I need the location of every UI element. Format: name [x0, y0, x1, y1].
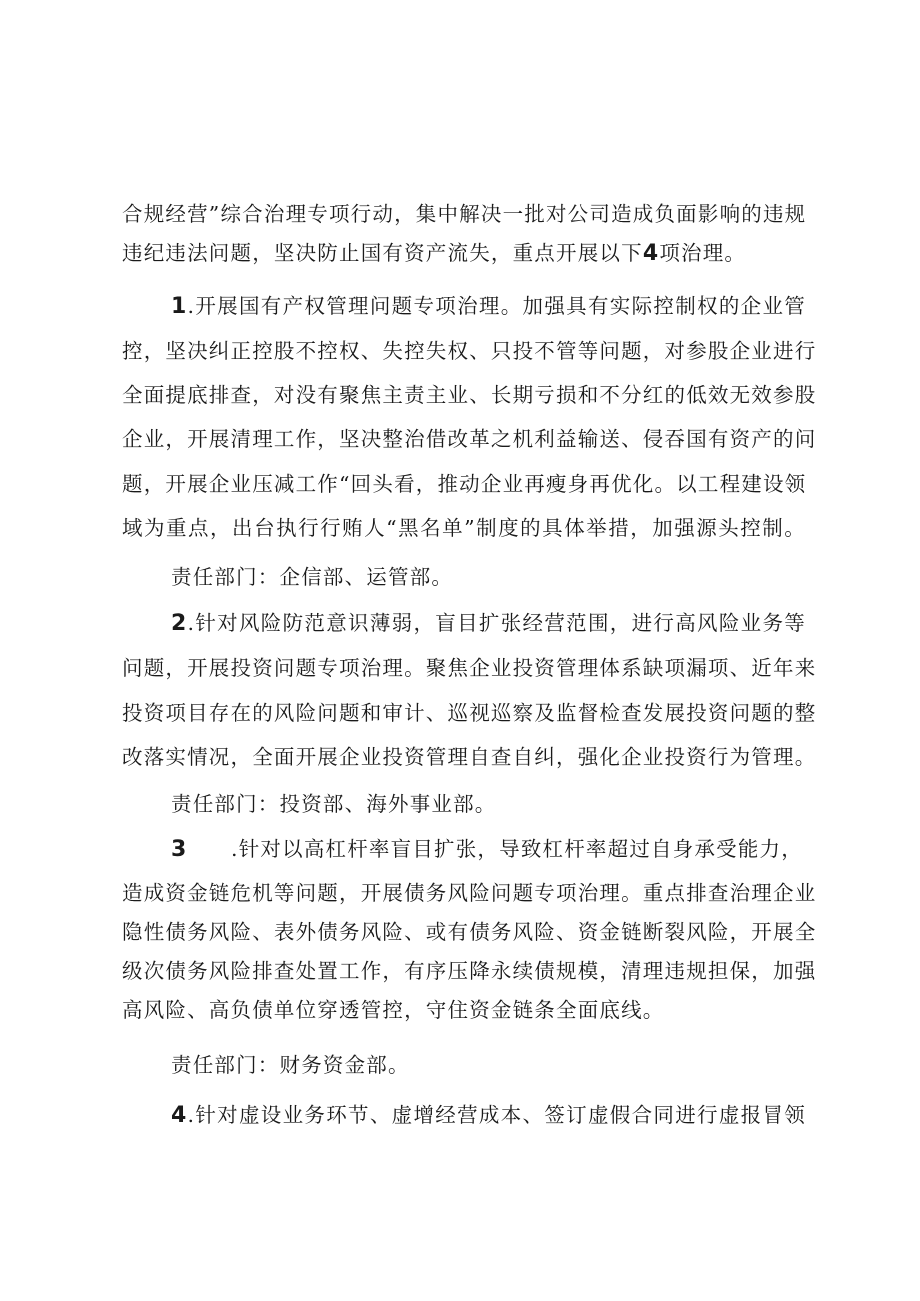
item2-line-4: 改落实情况，全面开展企业投资管理自查自纠，强化企业投资行为管理。: [122, 745, 817, 769]
item3-number: 3: [171, 837, 188, 862]
item2-line-2: 问题，开展投资问题专项治理。聚焦企业投资管理体系缺项漏项、近年来: [122, 656, 817, 680]
item1-line-3: 全面提底排查，对没有聚焦主责主业、长期亏损和不分红的低效无效参股: [122, 383, 817, 407]
item4-heading: [171, 1101, 806, 1130]
intro-line-2: [122, 239, 746, 268]
item3-first-line: .针对以高杠杆率盲目扩张，导致杠杆率超过自身承受能力，: [231, 837, 803, 861]
item1-first-line: .开展国有产权管理问题专项治理。加强具有实际控制权的企业管: [187, 294, 806, 318]
item3-line-3: 隐性债务风险、表外债务风险、或有债务风险、资金链断裂风险，开展全: [122, 920, 817, 944]
intro-text: 违纪违法问题，坚决防止国有资产流失，重点开展以下: [122, 241, 643, 265]
item-count: 4: [642, 241, 660, 266]
item3-heading: [171, 835, 803, 864]
item2-responsible: 责任部门：投资部、海外事业部。: [171, 792, 497, 816]
item2-line-3: 投资项目存在的风险问题和审计、巡视巡察及监督检查发展投资问题的整: [122, 701, 817, 725]
item3-line-4: 级次债务风险排查处置工作，有序压降永续债规模，清理违规担保，加强: [122, 959, 817, 983]
intro-text-end: 项治理。: [659, 241, 747, 265]
intro-line-1: 合规经营”综合治理专项行动，集中解决一批对公司造成负面影响的违规: [122, 202, 807, 226]
item2-number: 2: [171, 611, 188, 636]
item3-line-2: 造成资金链危机等问题，开展债务风险问题专项治理。重点排查治理企业: [122, 881, 817, 905]
item4-number: 4: [171, 1103, 188, 1128]
item1-line-5: 题，开展企业压减工作“回头看，推动企业再瘦身再优化。以工程建设领: [122, 472, 807, 496]
item3-responsible: 责任部门：财务资金部。: [171, 1053, 410, 1077]
item1-number: 1: [171, 294, 188, 319]
item1-heading: [171, 292, 806, 321]
item3-line-5: 高风险、高负债单位穿透管控，守住资金链条全面底线。: [122, 998, 665, 1022]
item1-line-2: 控，坚决纠正控股不控权、失控失权、只投不管等问题，对参股企业进行: [122, 339, 817, 363]
item2-first-line: .针对风险防范意识薄弱，盲目扩张经营范围，进行高风险业务等: [187, 611, 806, 635]
item1-line-4: 企业，开展清理工作，坚决整治借改革之机利益输送、侵吞国有资产的问: [122, 427, 817, 451]
item1-responsible: 责任部门：企信部、运管部。: [171, 565, 454, 589]
item1-line-6: 域为重点，出台执行行贿人“黑名单”制度的具体举措，加强源头控制。: [122, 516, 806, 540]
item4-first-line: .针对虚设业务环节、虚增经营成本、签订虚假合同进行虚报冒领: [187, 1103, 806, 1127]
item2-heading: [171, 609, 806, 638]
